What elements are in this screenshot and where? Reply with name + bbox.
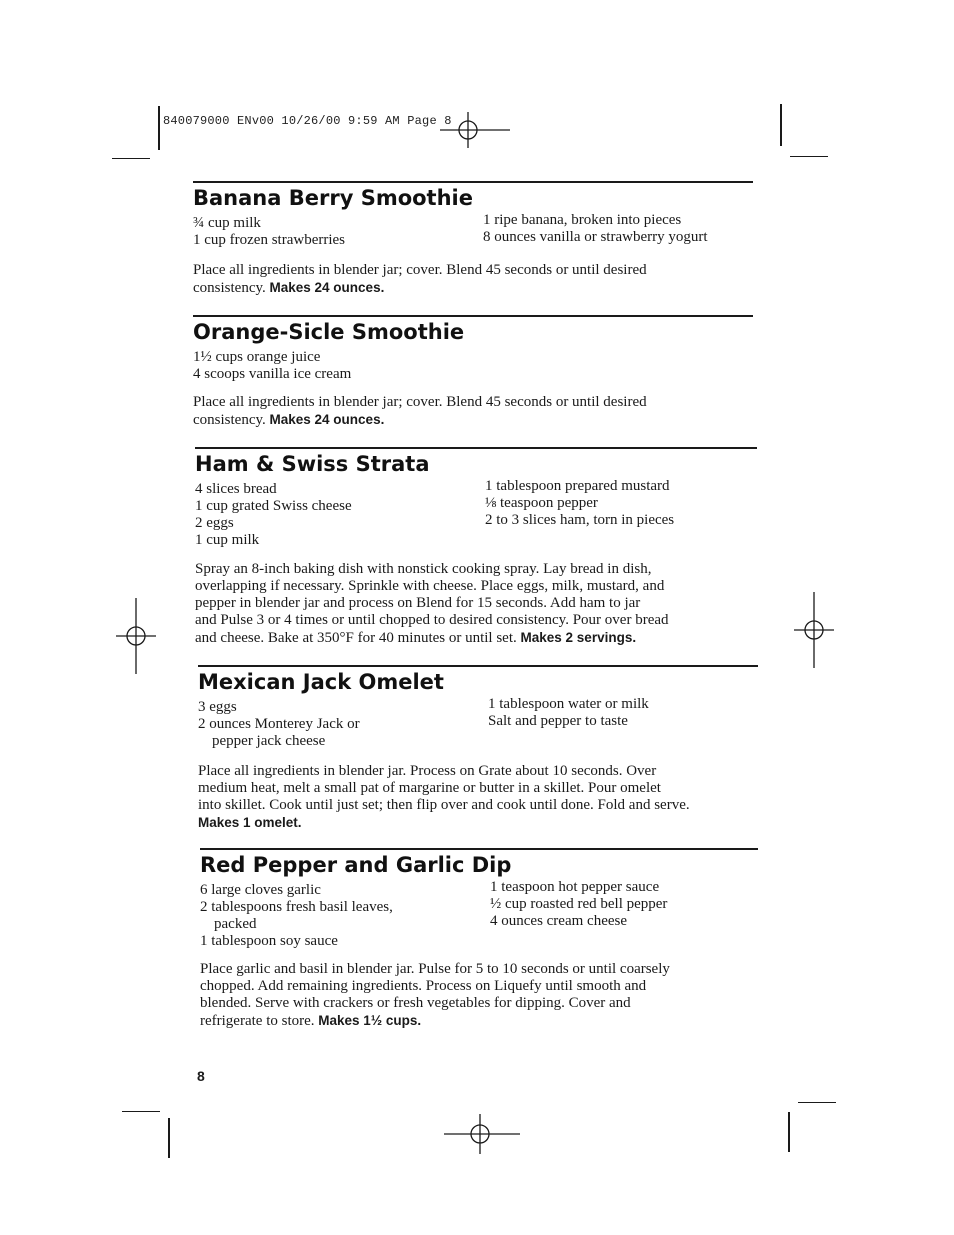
registration-mark-bottom [444, 1114, 520, 1154]
instruction-line: Place all ingredients in blender jar; cover. Blend 45 seconds or until desired [193, 262, 647, 278]
ingredient: ½ cup roasted red bell pepper [490, 896, 668, 912]
recipe-instructions [195, 561, 757, 647]
ingredient-list [198, 696, 758, 750]
section-rule [195, 447, 757, 449]
ingredient: 2 ounces Monterey Jack or [198, 716, 360, 732]
recipe-instructions [198, 763, 758, 832]
crop-mark [122, 1111, 160, 1112]
crop-mark [790, 156, 828, 157]
ingredient: 2 eggs [195, 515, 234, 531]
ingredient: ⅛ teaspoon pepper [485, 495, 598, 511]
recipe-mexican-jack-omelet [198, 665, 758, 830]
ingredient: 1 cup milk [195, 532, 260, 548]
ingredient: 1 tablespoon water or milk [488, 696, 649, 712]
print-slug: 840079000 ENv00 10/26/00 9:59 AM Page 8 [163, 114, 452, 128]
ingredient-column-left [200, 882, 490, 950]
ingredient: ¾ cup milk [193, 215, 261, 231]
ingredient: 8 ounces vanilla or strawberry yogurt [483, 229, 708, 245]
instruction-line: consistency. [193, 280, 270, 296]
ingredient-column-right [483, 212, 773, 246]
instruction-line: and cheese. Bake at 350°F for 40 minutes or until set. [195, 630, 521, 646]
instruction-line: into skillet. Cook until just set; then flip over and cook until done. Fold and serve. [198, 797, 690, 813]
recipe-yield: Makes 1 omelet. [198, 815, 302, 830]
recipe-title: Orange-Sicle Smoothie [193, 320, 465, 344]
ingredient: 1 teaspoon hot pepper sauce [490, 879, 660, 895]
ingredient: 1 cup frozen strawberries [193, 232, 346, 248]
recipe-title: Mexican Jack Omelet [198, 670, 444, 694]
recipe-title: Banana Berry Smoothie [193, 186, 473, 210]
recipe-yield: Makes 1½ cups. [318, 1013, 422, 1028]
recipe-title: Ham & Swiss Strata [195, 452, 430, 476]
crop-mark [780, 104, 782, 146]
ingredient-column-right [488, 696, 778, 730]
ingredient-column-right [490, 879, 780, 930]
instruction-line: medium heat, melt a small pat of margarine or butter in a skillet. Pour omelet [198, 780, 661, 796]
crop-mark [798, 1102, 836, 1103]
section-rule [193, 315, 753, 317]
ingredient: 4 scoops vanilla ice cream [193, 366, 352, 382]
instruction-line: and Pulse 3 or 4 times or until chopped to desired consistency. Pour over bread [195, 612, 669, 628]
ingredient-column-left [193, 215, 483, 249]
ingredient: 1 tablespoon prepared mustard [485, 478, 670, 494]
recipe-yield: Makes 24 ounces. [269, 280, 385, 295]
instruction-line: overlapping if necessary. Sprinkle with cheese. Place eggs, milk, mustard, and [195, 578, 665, 594]
ingredient-list [193, 349, 753, 383]
crop-mark [168, 1118, 170, 1158]
recipe-yield: Makes 24 ounces. [269, 412, 385, 427]
instruction-line: blended. Serve with crackers or fresh vegetables for dipping. Cover and [200, 995, 631, 1011]
instruction-line: chopped. Add remaining ingredients. Process on Liquefy until smooth and [200, 978, 647, 994]
ingredient-column-left [195, 481, 485, 549]
ingredient-list [200, 879, 758, 950]
recipe-yield: Makes 2 servings. [520, 630, 637, 645]
recipe-instructions [193, 262, 753, 297]
instruction-line: Place garlic and basil in blender jar. Pulse for 5 to 10 seconds or until coarsely [200, 961, 670, 977]
instruction-line: consistency. [193, 412, 270, 428]
ingredient: 1 cup grated Swiss cheese [195, 498, 352, 514]
ingredient: 1½ cups orange juice [193, 349, 321, 365]
instruction-line: refrigerate to store. [200, 1013, 319, 1029]
page-number: 8 [197, 1068, 205, 1084]
ingredient: 6 large cloves garlic [200, 882, 321, 898]
crop-mark [788, 1112, 790, 1152]
instruction-line: Place all ingredients in blender jar; cover. Blend 45 seconds or until desired [193, 394, 647, 410]
recipe-title: Red Pepper and Garlic Dip [200, 853, 512, 877]
recipe-red-pepper-garlic-dip [200, 848, 758, 1029]
recipe-instructions [200, 961, 758, 1030]
instruction-line: Spray an 8-inch baking dish with nonstick cooking spray. Lay bread in dish, [195, 561, 652, 577]
instruction-line: Place all ingredients in blender jar. Process on Grate about 10 seconds. Over [198, 763, 657, 779]
section-rule [198, 665, 758, 667]
ingredient: 1 tablespoon soy sauce [200, 933, 338, 949]
ingredient: 2 tablespoons fresh basil leaves, [200, 899, 393, 915]
ingredient: 1 ripe banana, broken into pieces [483, 212, 682, 228]
crop-mark [112, 158, 150, 159]
registration-mark-right [794, 592, 834, 668]
ingredient: 4 ounces cream cheese [490, 913, 628, 929]
ingredient-list [193, 212, 753, 249]
ingredient-column-left [198, 699, 488, 750]
ingredient: 4 slices bread [195, 481, 277, 497]
recipe-banana-berry-smoothie [193, 181, 753, 296]
recipe-ham-swiss-strata [195, 447, 757, 646]
ingredient: Salt and pepper to taste [488, 713, 628, 729]
ingredient-column-right [485, 478, 775, 529]
instruction-line: pepper in blender jar and process on Blend for 15 seconds. Add ham to jar [195, 595, 641, 611]
ingredient: packed [214, 916, 257, 932]
ingredient-column-left [193, 349, 483, 383]
recipe-instructions [193, 394, 753, 429]
ingredient: pepper jack cheese [212, 733, 326, 749]
recipe-orange-sicle-smoothie [193, 315, 753, 428]
section-rule [193, 181, 753, 183]
ingredient: 3 eggs [198, 699, 237, 715]
registration-mark-left [116, 598, 156, 674]
crop-mark [158, 106, 160, 150]
ingredient-list [195, 478, 757, 549]
ingredient: 2 to 3 slices ham, torn in pieces [485, 512, 675, 528]
section-rule [200, 848, 758, 850]
